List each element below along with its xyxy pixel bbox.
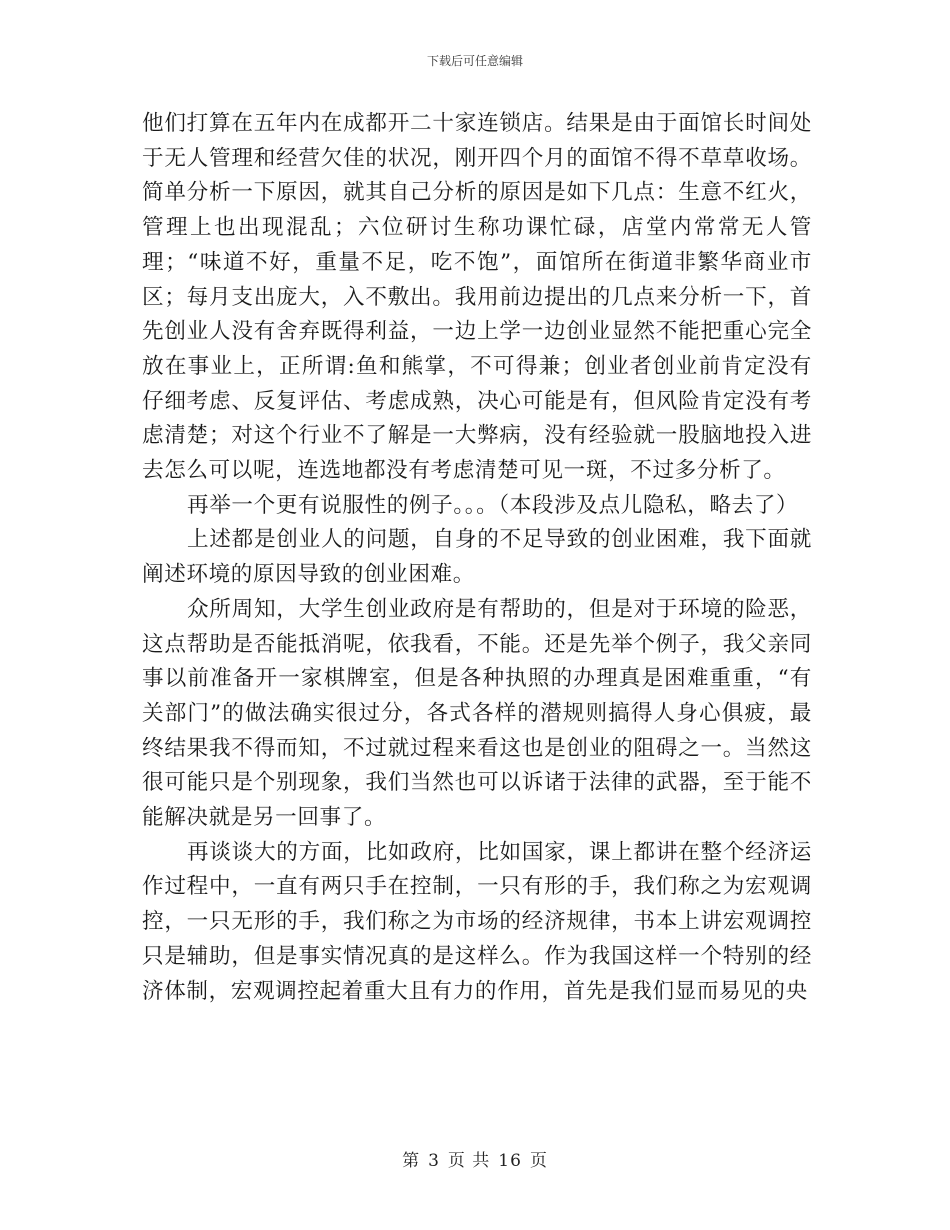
paragraph-2: 再举一个更有说服性的例子。。。（本段涉及点儿隐私，略去了）: [187, 492, 799, 518]
page-header: [0, 53, 950, 69]
footer-suffix: 页: [529, 1151, 548, 1171]
paragraph-4: 众所周知，大学生创业政府是有帮助的，但是对于环境的险恶，这点帮助是否能抵消呢，依我看，不能。还是先举个例子，我父亲同事以前准备开一家棋牌室，但是各种执照的办理真是困难重重，“有关部门”的做法确实很过分，各式各样的潜规则搞得人身心俱疲，最终结果我不得而知，不过就过程来看这也是创业的阻碍之一。当然这很可能只是个别现象，我们当然也可以诉诸于法律的武器，至于能不能解决就是另一回事了。: [142, 596, 812, 831]
paragraph-3: 上述都是创业人的问题，自身的不足导致的创业困难，我下面就阐述环境的原因导致的创业困难。: [142, 527, 812, 588]
paragraph-1: 他们打算在五年内在成都开二十家连锁店。结果是由于面馆长时间处于无人管理和经营欠佳的状况，刚开四个月的面馆不得不草草收场。简单分析一下原因，就其自己分析的原因是如下几点：生意不红火，管理上也出现混乱；六位研讨生称功课忙碌，店堂内常常无人管理；“味道不好，重量不足，吃不饱”，面馆所在街道非繁华商业市区；每月支出庞大，入不敷出。我用前边提出的几点来分析一下，首先创业人没有舍弃既得利益，一边上学一边创业显然不能把重心完全放在事业上，正所谓:鱼和熊掌，不可得兼；创业者创业前肯定没有仔细考虑、反复评估、考虑成熟，决心可能是有，但风险肯定没有考虑清楚；对这个行业不了解是一大弊病，没有经验就一股脑地投入进去怎么可以呢，连选地都没有考虑清楚可见一斑，不过多分析了。: [142, 111, 812, 484]
paragraph-5: 再谈谈大的方面，比如政府，比如国家，课上都讲在整个经济运作过程中，一直有两只手在控制，一只有形的手，我们称之为宏观调控，一只无形的手，我们称之为市场的经济规律，书本上讲宏观调控只是辅助，但是事实情况真的是这样么。作为我国这样一个特别的经济体制，宏观调控起着重大且有力的作用，首先是我们显而易见的央: [142, 839, 812, 1004]
header-text: 下载后可任意编辑: [426, 54, 523, 68]
footer-total-pages: 16: [498, 1151, 522, 1171]
footer-prefix: 第: [402, 1151, 421, 1171]
page-footer: [0, 1150, 950, 1172]
document-body: [142, 107, 812, 1009]
footer-middle: 页 共: [447, 1151, 491, 1171]
footer-current-page: 3: [428, 1151, 440, 1171]
